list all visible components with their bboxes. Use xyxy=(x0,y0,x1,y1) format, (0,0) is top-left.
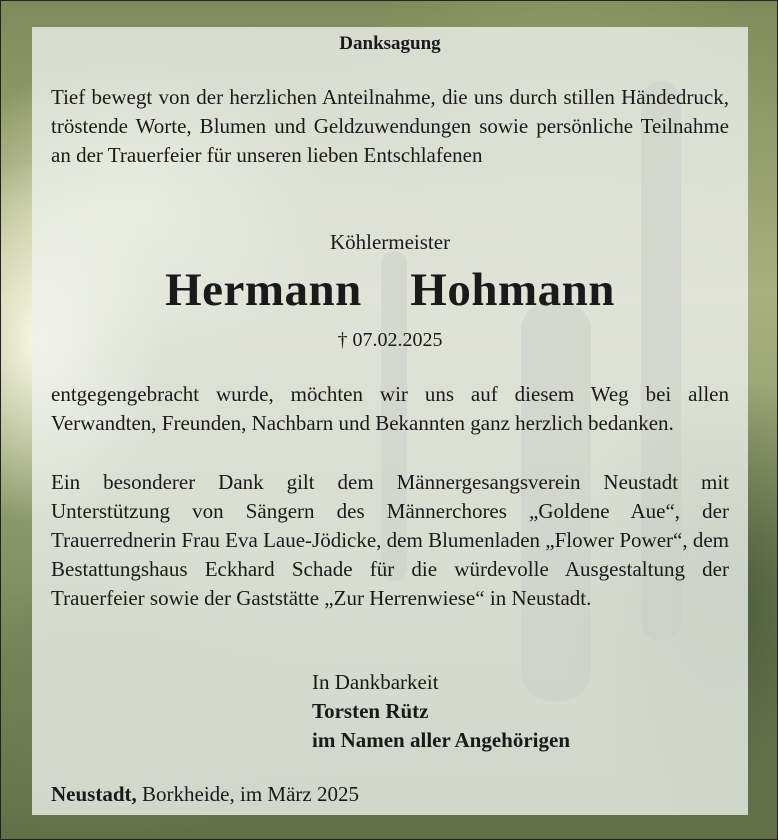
death-date: † 07.02.2025 xyxy=(337,329,443,351)
deceased-profession: Köhlermeister xyxy=(329,230,451,254)
signature-line-3: im Namen aller Angehörigen xyxy=(312,728,571,752)
notice-title: Danksagung xyxy=(339,33,441,54)
special-thanks-paragraph: Ein besonderer Dank gilt dem Männergesangsverein Neustadt mit Unterstützung von Sängern des Männerchores „Goldene Aue“, der Trauerrednerin Frau Eva Laue-Jödicke, dem Blumenladen „Flower Power“, dem Bestattungshaus Eckhard Schade für die würdevolle Ausgestaltung der Trauerfeier sowie der Gaststätte „Zur Herrenwiese“ in Neustadt. xyxy=(51,470,730,610)
footer-place-date xyxy=(51,782,359,807)
footer-place: Neustadt, xyxy=(51,782,137,806)
signature-name: Torsten Rütz xyxy=(312,699,429,723)
intro-paragraph: Tief bewegt von der herzlichen Anteilnahme, die uns durch stillen Händedruck, tröstende Worte, Blumen und Geldzuwendungen sowie persönliche Teilnahme an der Trauerfeier für unseren lieben Entschlafenen xyxy=(51,85,729,167)
signature-line-1: In Dankbarkeit xyxy=(312,670,439,694)
notice-panel xyxy=(32,27,748,815)
thanks-paragraph: entgegengebracht wurde, möchten wir uns auf diesem Weg bei allen Verwandten, Freunden, Nachbarn und Bekannten ganz herzlich bedanken. xyxy=(51,382,729,435)
deceased-name: Hermann Hohmann xyxy=(165,264,615,316)
footer-date: Borkheide, im März 2025 xyxy=(136,782,359,806)
